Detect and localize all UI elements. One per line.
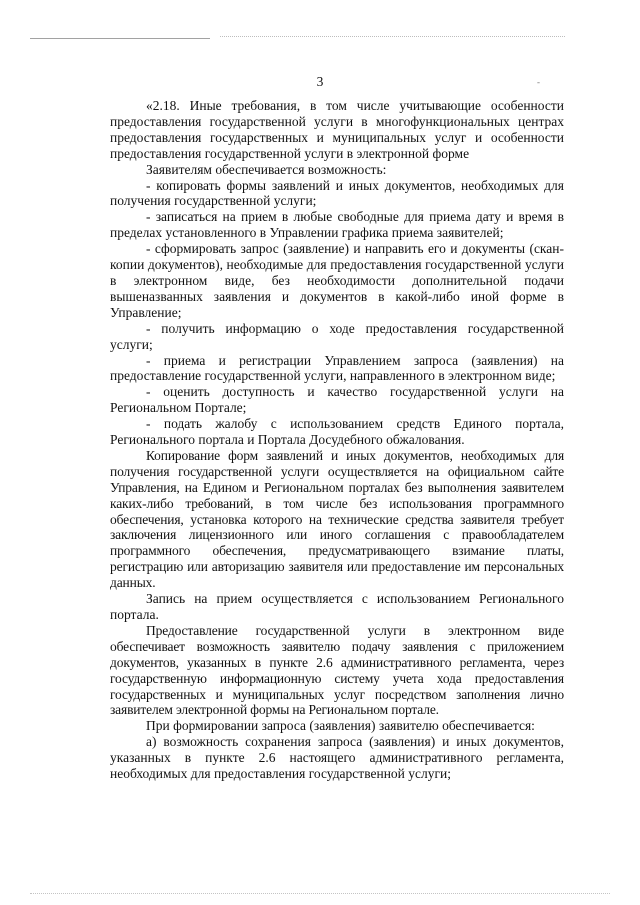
paragraph-copying-forms: Копирование форм заявлений и иных документов, необходимых для получения государственной услуги осуществляется на официальном сайте Управления, на Едином и Региональном порталах без выполнения заявителем каких-либо требований, в том числе без использования программного обеспечения, установка которого на технические средства заявителя требует заключения лицензионного или иного соглашения с правообладателем программного обеспечения, предусматривающего взимание платы, регистрацию или авторизацию заявителя или предоставление им персональных данных. (110, 447, 564, 591)
bottom-scan-line (30, 893, 610, 894)
paragraph-appointment: Запись на прием осуществляется с использованием Регионального портала. (110, 591, 564, 622)
list-item-form-request: - сформировать запрос (заявление) и направить его и документы (скан-копии документов), необходимые для предоставления государственной услуги в электронном виде, без необходимости дополнительной подачи вышеназванных заявления и документов в какой-либо иной форме в Управление; (110, 241, 564, 320)
paragraph-electronic-service: Предоставление государственной услуги в электронном виде обеспечивает возможность заявителю подачу заявления с приложением документов, указанных в пункте 2.6 административного регламента, через государственную информационную систему учета хода предоставления государственных и муниципальных услуг посредством заполнения лично заявителем электронной формы на Региональном портале. (110, 622, 564, 718)
page-mark: - (537, 77, 540, 87)
list-item-get-status: - получить информацию о ходе предоставления государственной услуги; (110, 320, 564, 352)
section-heading-2-18: «2.18. Иные требования, в том числе учитывающие особенности предоставления государственной услуги в многофункциональных центрах предоставления государственных и муниципальных услуг и особенности предоставления государственной услуги в электронной форме (110, 98, 564, 161)
list-item-book-appointment: - записаться на прием в любые свободные для приема дату и время в пределах установленного в Управлении графика приема заявителей; (110, 209, 564, 241)
list-item-evaluate: - оценить доступность и качество государственной услуги на Региональном Портале; (110, 384, 564, 416)
list-item-registration: - приема и регистрации Управлением запроса (заявления) на предоставление государственной услуги, направленного в электронном виде; (110, 352, 564, 384)
list-item-save-request: а) возможность сохранения запроса (заявления) и иных документов, указанных в пункте 2.6 настоящего административного регламента, необходимых для предоставления государственной услуги; (110, 734, 564, 782)
top-scan-line-left (30, 38, 210, 39)
paragraph-request-forming: При формировании запроса (заявления) заявителю обеспечивается: (146, 718, 535, 734)
document-body (110, 98, 564, 782)
list-item-copy-forms: - копировать формы заявлений и иных документов, необходимых для получения государственной услуги; (110, 177, 564, 209)
top-scan-line-right (220, 36, 565, 37)
page-number: 3 (316, 74, 324, 89)
list-item-complaint: - подать жалобу с использованием средств Единого портала, Регионального портала и Портала Досудебного обжалования. (110, 416, 564, 448)
paragraph-applicants-possibility: Заявителям обеспечивается возможность: (146, 161, 387, 177)
